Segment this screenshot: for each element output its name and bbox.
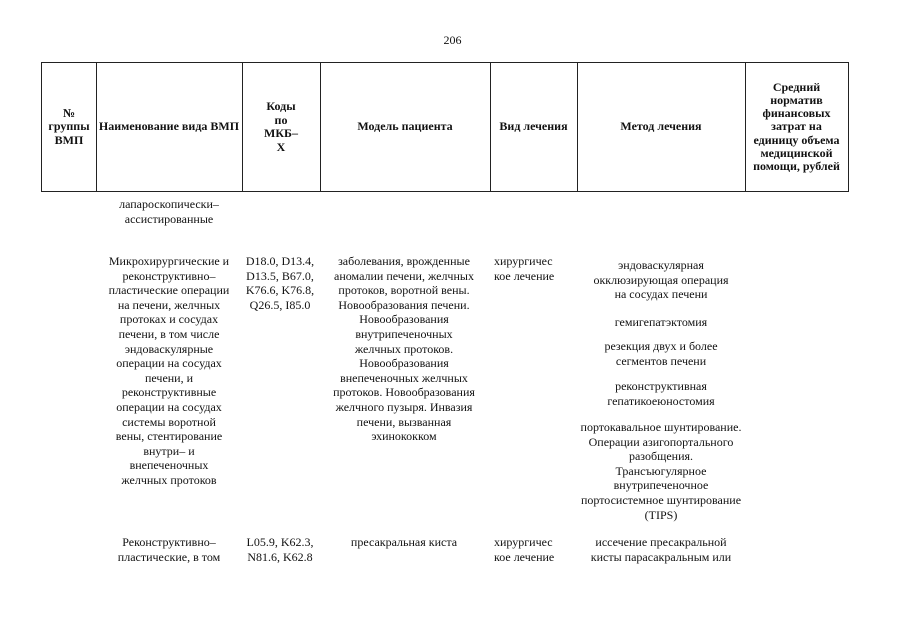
header-patient-model: Модель пациента: [357, 119, 453, 134]
header-avg-cost: Средний норматив финансовых затрат на единицу объема медицинской помощи, рублей: [753, 79, 840, 173]
row-1-method-2: гемигепатэктомия: [614, 315, 708, 329]
row-0-vmp-name: лапароскопически– ассистированные: [119, 197, 219, 226]
header-treatment-type: Вид лечения: [499, 119, 568, 134]
row-2-codes: L05.9, K62.3, N81.6, K62.8: [246, 535, 314, 564]
row-1-method-3: резекция двух и более сегментов печени: [604, 339, 718, 368]
row-1-patient-model: заболевания, врожденные аномалии печени, желчных протоков, воротной вены. Новообразования печени. Новообразования внутрипеченочных желчных протоков. Новообразования внепеченочных желчных протоков. Новообразования желчного пузыря. Инвазия печени, вызванная эхинококком: [333, 254, 475, 444]
header-group-no: № группы ВМП: [48, 105, 90, 147]
row-1-vmp-name: Микрохирургические и реконструктивно– пластические операции на печени, желчных протоках и сосудах печени, в том числе эндоваскулярные операции на сосудах печени, и реконструктивные операции на сосудах системы воротной вены, стентирование внутри– и внепеченочных желчных протоков: [108, 254, 230, 487]
header-vmp-name: Наименование вида ВМП: [98, 119, 240, 134]
row-1-method-5: портокавальное шунтирование. Операции азигопортального разобщения. Трансъюгулярное внутрипеченочное портосистемное шунтирование (TIPS): [580, 420, 742, 522]
row-1-method-4: реконструктивная гепатикоеюностомия: [607, 379, 715, 408]
row-1-codes: D18.0, D13.4, D13.5, B67.0, K76.6, K76.8, Q26.5, I85.0: [245, 254, 315, 312]
row-2-method-1: иссечение пресакральной кисты парасакральным или: [590, 535, 732, 564]
page-number: 206: [443, 33, 462, 47]
row-1-treatment-type: хирургичес кое лечение: [494, 254, 555, 283]
header-treatment-method: Метод лечения: [620, 119, 702, 134]
table-header: [41, 62, 849, 192]
header-mkb-codes: Коды по МКБ–Х: [264, 99, 298, 154]
row-2-vmp-name: Реконструктивно– пластические, в том: [117, 535, 221, 564]
row-2-treatment-type: хирургичес кое лечение: [494, 535, 555, 564]
row-2-patient-model: пресакральная киста: [350, 535, 458, 549]
row-1-method-1: эндоваскулярная окклюзирующая операция на сосудах печени: [593, 258, 729, 302]
